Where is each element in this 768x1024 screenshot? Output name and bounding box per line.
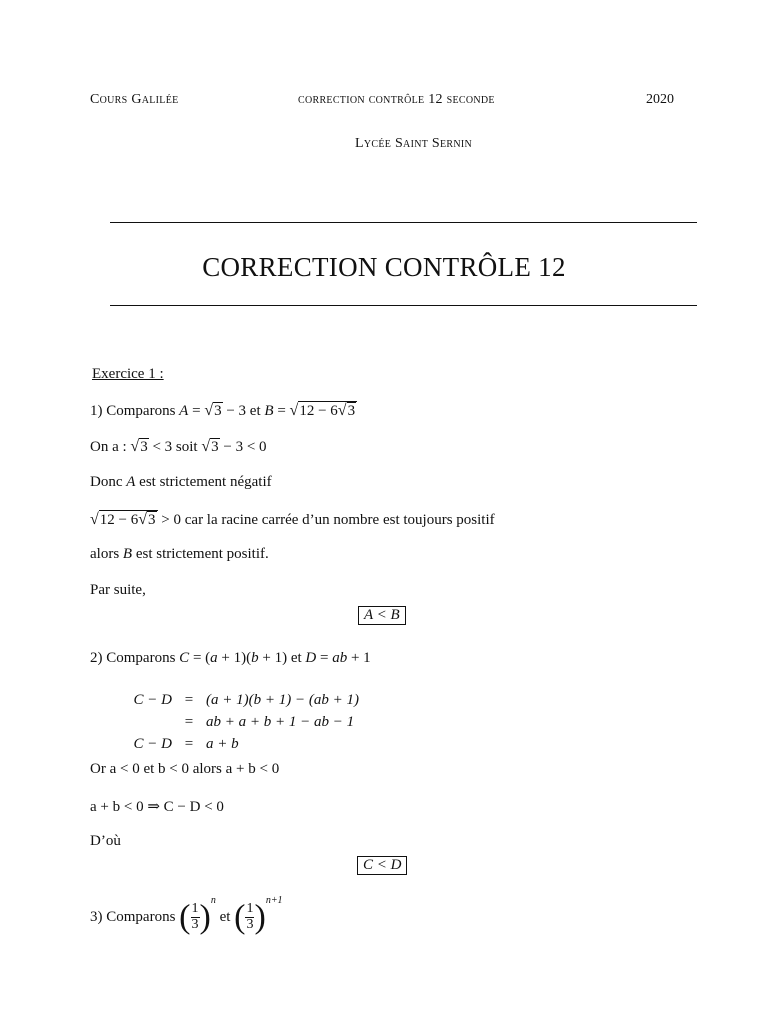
- q1-reason-line: √12 − 6√3 > 0 car la racine carrée d’un nombre est toujours positif: [90, 511, 495, 528]
- q2-eq-sign: =: [184, 735, 194, 752]
- q1-donc-prefix: Donc: [90, 474, 123, 490]
- q2-equation-array: [120, 689, 359, 755]
- q1-result-box: A < B: [358, 606, 406, 625]
- q1-statement: 1) Comparons A = √3 − 3 et B = √12 − 6√3: [90, 402, 356, 419]
- q2-dou: D’où: [90, 833, 121, 849]
- q1-alors-text: est strictement positif.: [135, 546, 269, 562]
- q3-exponent-1: n: [210, 895, 216, 906]
- q3-et: et: [219, 909, 231, 926]
- q2-eq-lhs: C − D: [133, 691, 172, 708]
- q1-alors-prefix: alors: [90, 546, 120, 562]
- q2-statement: 2) Comparons C = (a + 1)(b + 1) et D = ab + 1: [90, 650, 371, 666]
- q1-on-a-label: On a :: [90, 439, 127, 455]
- q3-exponent-2: n+1: [265, 895, 283, 906]
- q2-eq-sign: =: [184, 713, 194, 730]
- q3-statement: 3) Comparons ( $\frac{1}{3}$ )$^n$ et ( $\frac{1}{3}$ )$^{n+1}$: [90, 895, 283, 936]
- header-school: Lycée Saint Sernin: [355, 136, 473, 151]
- q1-reason: car la racine carrée d’un nombre est toujours positif: [184, 512, 495, 528]
- q2-implies: a + b < 0 ⇒ C − D < 0: [90, 799, 224, 815]
- q3-fraction: $\frac{1}{3}$: [246, 901, 254, 933]
- q3-intro: 3) Comparons: [90, 909, 176, 926]
- q2-eq-rhs: a + b: [206, 735, 239, 752]
- page-title: CORRECTION CONTRÔLE 12: [202, 252, 566, 282]
- title-rule-top: [110, 222, 697, 223]
- exercise-heading: Exercice 1 :: [92, 366, 164, 382]
- q2-eq-row: [120, 689, 359, 711]
- q2-eq-sign: =: [184, 691, 194, 708]
- q1-intro: 1) Comparons: [90, 403, 176, 419]
- q2-or-line: Or a < 0 et b < 0 alors a + b < 0: [90, 761, 280, 777]
- title-rule-bottom: [110, 305, 697, 306]
- header-course: Cours Galilée: [90, 92, 179, 107]
- q1-donc-text: est strictement négatif: [139, 474, 272, 490]
- q2-eq-lhs: [120, 711, 172, 733]
- q2-eq-row: [120, 733, 359, 755]
- q1-donc: Donc A est strictement négatif: [90, 474, 272, 490]
- q2-result-box: C < D: [357, 856, 407, 875]
- header-subject: correction contrôle 12 seconde: [298, 92, 495, 107]
- q2-eq-rhs: (a + 1)(b + 1) − (ab + 1): [206, 691, 359, 708]
- q2-intro: 2) Comparons: [90, 650, 176, 666]
- q1-on-a: On a : √3 < 3 soit √3 − 3 < 0: [90, 438, 267, 455]
- header-year: 2020: [646, 92, 674, 107]
- q2-eq-lhs: C − D: [133, 735, 172, 752]
- q3-fraction: $\frac{1}{3}$: [191, 901, 199, 933]
- q1-soit: soit: [175, 439, 198, 455]
- q2-eq-rhs: ab + a + b + 1 − ab − 1: [206, 713, 355, 730]
- q1-par-suite: Par suite,: [90, 582, 146, 598]
- q2-eq-row: [120, 711, 359, 733]
- q1-alors: alors B est strictement positif.: [90, 546, 269, 562]
- q2-et: et: [290, 650, 302, 666]
